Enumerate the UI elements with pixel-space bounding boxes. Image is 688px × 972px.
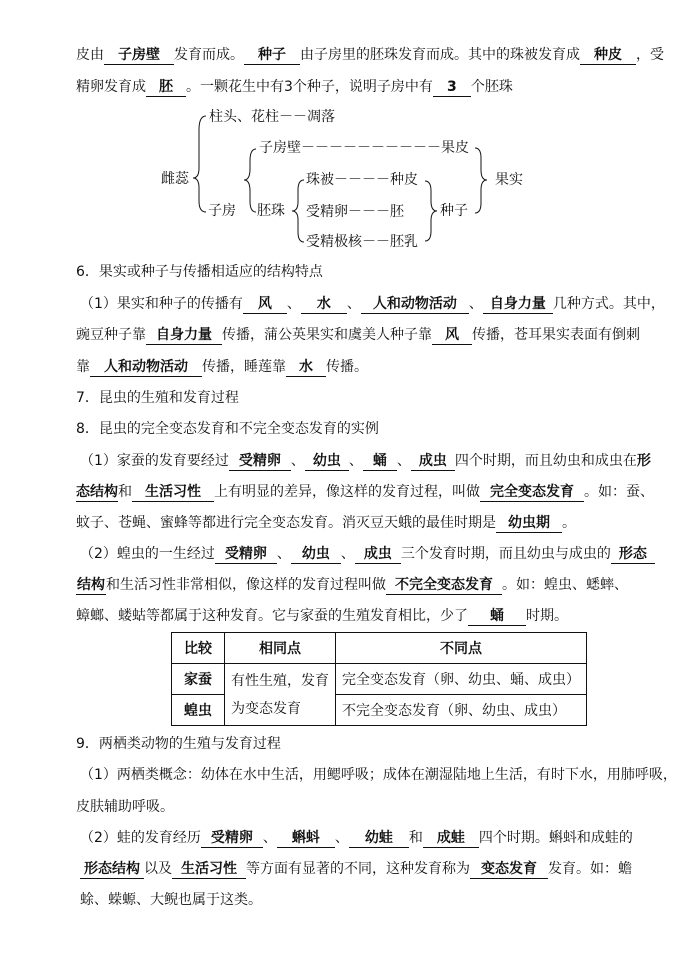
text: 发育而成。 <box>174 47 244 63</box>
seed-label: 种子 <box>440 203 468 219</box>
section-heading: 7．昆虫的生殖和发育过程 <box>76 390 239 406</box>
text: 个胚珠 <box>470 79 513 95</box>
text-line: 皮肤辅助呼吸。 <box>76 799 174 815</box>
text: 蟑螂、蝼蛄等都属于这种发育。它与家蚕的生殖发育相比，少了 <box>76 608 468 624</box>
text: 由子房里的胚珠发育而成。其中的珠被发育成 <box>300 47 580 63</box>
answer-blank: 变态发育 <box>470 861 548 879</box>
answer-blank: 蛹 <box>468 608 526 626</box>
text: 四个时期。蝌蚪和成蛙的 <box>478 830 633 846</box>
text-line <box>80 294 665 314</box>
answer-blank: 成虫 <box>355 546 401 564</box>
fertilized-polar-nuclei-label: 受精极核－－胚乳 <box>306 234 418 250</box>
text-line <box>76 513 576 533</box>
table-row <box>172 664 587 695</box>
text: 时期。 <box>526 608 568 624</box>
table-cell: 完全变态发育（卵、幼虫、蛹、成虫） <box>336 664 587 695</box>
text: ，受 <box>636 47 664 63</box>
answer-blank: 生活习性 <box>172 861 246 879</box>
answer-blank: 蝌蚪 <box>277 830 335 848</box>
text: （1）家蚕的发育要经过 <box>80 453 229 469</box>
text: 、 <box>468 296 483 312</box>
text: 三个发育时期，而且幼虫与成虫的 <box>400 546 611 562</box>
answer-blank: 结构 <box>77 577 105 593</box>
answer-blank: 子房壁 <box>104 47 174 65</box>
text-line <box>76 575 628 595</box>
text: 非常相似，像这样的发育过程叫做 <box>176 577 386 593</box>
text: 、 <box>348 453 363 469</box>
text-line <box>76 606 568 626</box>
stigma-label: 柱头、花柱－－凋落 <box>209 109 335 125</box>
text: 等方面有显著的不同，这种发育称为 <box>246 861 470 877</box>
text: 皮由 <box>76 47 104 63</box>
text: 以及 <box>144 861 172 877</box>
pistil-label: 雌蕊 <box>161 171 189 187</box>
text: 上有明显的差异，像这样的发育过程，叫做 <box>214 484 480 500</box>
text: 。如：蚕、 <box>584 484 654 500</box>
text-line <box>80 451 651 471</box>
answer-blank: 水 <box>286 359 326 377</box>
text-line: 蜍、蝾螈、大鲵也属于这类。 <box>80 892 262 908</box>
text: 和生活习性 <box>106 577 176 593</box>
fertilized-egg-label: 受精卵－－－胚 <box>306 204 404 220</box>
answer-text: 形 <box>636 453 651 469</box>
table-cell: 蝗虫 <box>172 695 225 726</box>
text: 、 <box>290 453 305 469</box>
answer-blank: 种皮 <box>580 47 636 65</box>
integument-label: 珠被－－－－种皮 <box>306 172 418 188</box>
fruit-label: 果实 <box>495 172 523 188</box>
table-header: 相同点 <box>225 633 336 664</box>
table-cell: 家蚕 <box>172 664 225 695</box>
answer-blank: 自身力量 <box>483 296 553 314</box>
text: 发育。如：蟾 <box>548 861 632 877</box>
text-line <box>76 325 640 345</box>
ovary-wall-label: 子房壁－－－－－－－－－－果皮 <box>259 140 469 156</box>
answer-blank: 人和动物活动 <box>90 359 202 377</box>
answer-blank: 形态结构 <box>80 861 144 879</box>
text: 、 <box>340 546 355 562</box>
text: 为变态发育 <box>231 700 301 717</box>
answer-blank: 完全变态发育 <box>480 484 584 502</box>
answer-blank: 人和动物活动 <box>361 296 469 314</box>
text: 、 <box>286 296 301 312</box>
text: 。 <box>562 515 576 531</box>
text: 几种方式。其中， <box>552 296 665 312</box>
answer-blank: 水 <box>301 296 347 314</box>
text: 传播，睡莲靠 <box>202 359 286 375</box>
section-heading: 8．昆虫的完全变态发育和不完全变态发育的实例 <box>76 421 379 437</box>
table-cell: 不完全变态发育（卵、幼虫、成虫） <box>336 695 587 726</box>
table-header: 不同点 <box>336 633 587 664</box>
text-line <box>76 357 368 377</box>
text: 、 <box>276 546 291 562</box>
text: 。如：蝗虫、蟋蟀、 <box>502 577 628 593</box>
section-heading: 9．两栖类动物的生殖与发育过程 <box>76 736 281 752</box>
section-heading: 6．果实或种子与传播相适应的结构特点 <box>76 264 323 280</box>
answer-blank: 受精卵 <box>229 453 291 471</box>
ovule-label: 胚珠 <box>257 203 285 219</box>
answer-blank: 形态 <box>611 546 655 564</box>
answer-blank: 成蛙 <box>423 830 479 848</box>
table-header-row <box>172 633 587 664</box>
answer-blank: 受精卵 <box>215 546 277 564</box>
text: 。一颗花生中有3个种子，说明子房中有 <box>186 79 433 95</box>
answer-blank: 3 <box>433 79 471 97</box>
table-header: 比较 <box>172 633 225 664</box>
answer-blank: 蛹 <box>363 453 397 471</box>
text: 豌豆种子靠 <box>76 327 146 343</box>
text: 、 <box>346 296 361 312</box>
text: 四个时期，而且幼虫和成虫在 <box>454 453 637 469</box>
table-cell <box>225 664 336 726</box>
text: 传播。 <box>326 359 368 375</box>
text: 传播，蒲公英果实和虞美人种子靠 <box>222 327 432 343</box>
answer-blank: 幼蛙 <box>349 830 409 848</box>
ovary-label: 子房 <box>208 203 236 219</box>
answer-blank: 种子 <box>244 47 300 65</box>
text: 蚊子、苍蝇、蜜蜂等都进行完全变态发育。消灭豆天蛾的最佳时期是 <box>76 515 496 531</box>
text: （2）蛙的发育经历 <box>80 830 201 846</box>
text-line <box>76 482 654 502</box>
text-line <box>80 544 655 564</box>
answer-blank: 幼虫 <box>291 546 341 564</box>
answer-blank: 风 <box>243 296 287 314</box>
text: 靠 <box>76 359 90 375</box>
text: 、 <box>262 830 277 846</box>
answer-blank: 幼虫 <box>305 453 349 471</box>
text-line <box>80 859 632 879</box>
answer-blank: 不完全变态发育 <box>386 577 502 595</box>
text: 和 <box>118 484 132 500</box>
text: 、 <box>396 453 411 469</box>
text: 有性生殖，发育 <box>231 672 329 689</box>
answer-blank: 受精卵 <box>201 830 263 848</box>
answer-blank: 态结构 <box>76 484 118 500</box>
text-line: （1）两栖类概念：幼体在水中生活，用鳃呼吸；成体在潮湿陆地上生活，有时下水，用肺呼吸， <box>80 767 677 783</box>
comparison-table <box>171 632 587 726</box>
answer-blank: 胚 <box>146 79 186 97</box>
text-line <box>80 828 633 848</box>
answer-blank: 成虫 <box>411 453 455 471</box>
text: 传播，苍耳果实表面有倒刺 <box>472 327 640 343</box>
answer-blank: 自身力量 <box>146 327 222 345</box>
answer-blank: 风 <box>432 327 472 345</box>
answer-blank: 生活习性 <box>132 484 214 502</box>
text: （1）果实和种子的传播有 <box>80 296 243 312</box>
text: 、 <box>334 830 349 846</box>
text: 精卵发育成 <box>76 79 146 95</box>
text: 和 <box>408 830 423 846</box>
answer-blank: 幼虫期 <box>496 515 562 533</box>
text: （2）蝗虫的一生经过 <box>80 546 215 562</box>
